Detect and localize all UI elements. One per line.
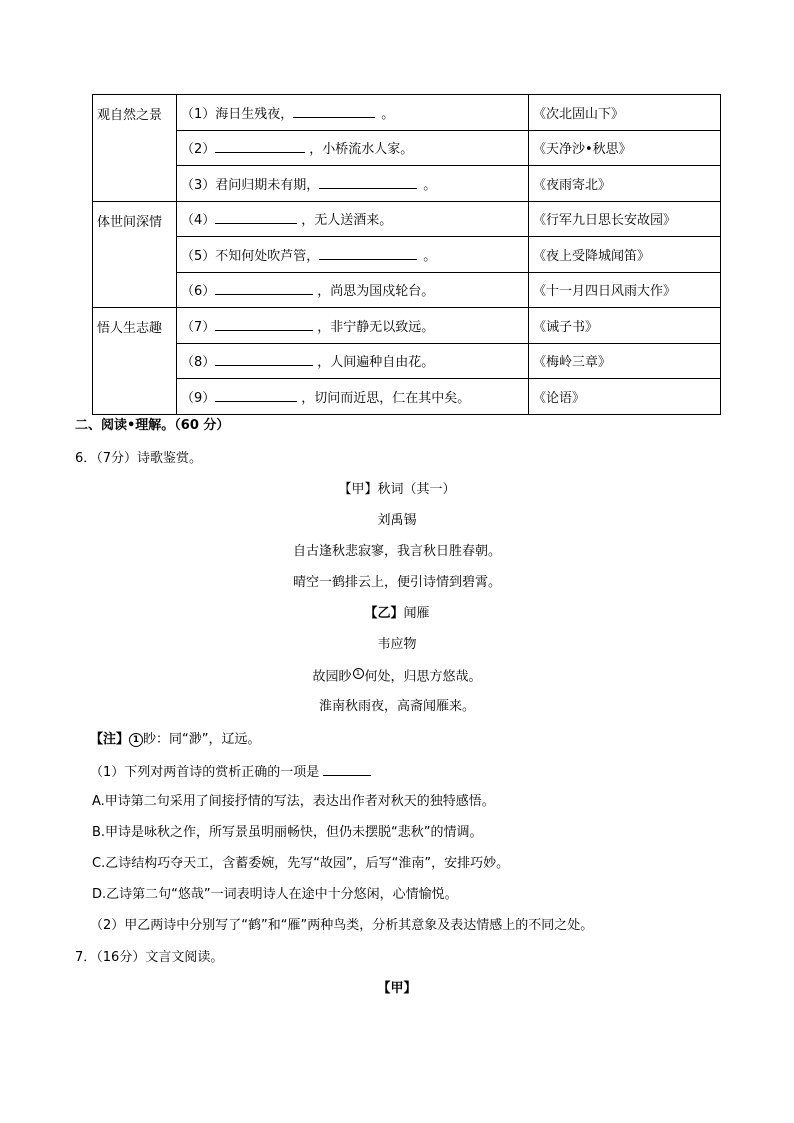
verse-cell [177,237,529,273]
verse-cell [177,379,529,415]
poem-title-jia: 【甲】秋词（其一） [338,482,456,497]
verse-cell [177,272,529,308]
table-row [93,237,721,273]
verse-cell [177,201,529,237]
table-row [93,201,721,237]
footnote-marker: 1 [353,668,364,679]
verse-suffix: ，非宁静无以致远。 [317,319,435,335]
poem-line-part: 何处，归思方悠哉。 [364,669,482,685]
verse-prefix: （9） [181,390,216,406]
poem-author-yi: 韦应物 [377,637,417,652]
verse-prefix: （6） [181,284,216,300]
verse-cell [177,343,529,379]
source-cell: 《天净沙•秋思》 [529,130,721,166]
question-7-header: 7．（16分）文言文阅读。 [75,950,224,965]
verse-suffix: ，小桥流水人家。 [309,142,414,158]
answer-blank[interactable] [215,211,297,224]
source-cell: 《行军九日思长安故园》 [529,201,721,237]
verse-suffix: ，切问而近思，仁在其中矣。 [301,390,471,406]
table-row [93,379,721,415]
answer-blank[interactable] [215,140,305,153]
poem-title-text: 闻雁 [403,606,430,621]
option-a: A.甲诗第二句采用了间接抒情的写法，表达出作者对秋天的独特感悟。 [92,794,495,809]
source-cell: 《论语》 [529,379,721,415]
section-title: 二、阅读•理解。（60 分） [75,418,230,433]
answer-blank[interactable] [323,763,371,776]
table-row [93,95,721,131]
category-cell: 观自然之景 [93,95,177,202]
category-cell: 体世间深情 [93,201,177,308]
footnote-marker: 1 [129,733,143,747]
answer-blank[interactable] [319,247,417,260]
answer-blank[interactable] [215,282,313,295]
verse-suffix: ，无人送酒来。 [301,213,393,229]
poem-line: 淮南秋雨夜，高斋闻雁来。 [318,699,475,714]
source-cell: 《诫子书》 [529,308,721,344]
table-row [93,308,721,344]
answer-blank[interactable] [319,176,417,189]
verse-cell [177,95,529,131]
poem-line: 自古逢秋悲寂寥，我言秋日胜春朝。 [292,544,501,559]
verse-suffix: 。 [381,106,395,122]
verse-suffix: 。 [423,248,437,264]
verse-suffix: 。 [423,177,437,193]
verse-cell [177,166,529,202]
poem-title-mark: 【乙】 [364,606,404,621]
verse-prefix: （5）不知何处吹芦管， [181,248,320,264]
subquestion-2: （2）甲乙两诗中分别写了“鹤”和“雁”两种鸟类，分析其意象及表达情感上的不同之处。 [90,918,594,933]
verse-prefix: （8） [181,355,216,371]
note-text: 眇：同“渺”，辽远。 [143,732,261,747]
answer-blank[interactable] [215,353,313,366]
option-c: C.乙诗结构巧夺天工，含蓄委婉，先写“故园”，后写“淮南”，安排巧妙。 [92,856,510,871]
verse-suffix: ，人间遍种自由花。 [317,355,435,371]
source-cell: 《十一月四日风雨大作》 [529,272,721,308]
category-cell: 悟人生志趣 [93,308,177,415]
poem-note [90,732,261,748]
source-cell: 《夜雨寄北》 [529,166,721,202]
source-cell: 《夜上受降城闻笛》 [529,237,721,273]
table-row [93,272,721,308]
poem-line: 晴空一鹤排云上，便引诗情到碧霄。 [292,575,501,590]
verse-prefix: （1）海日生残夜， [181,106,294,122]
verse-prefix: （4） [181,213,216,229]
source-cell: 《梅岭三章》 [529,343,721,379]
verse-prefix: （7） [181,319,216,335]
note-label: 【注】 [90,732,130,747]
option-b: B.甲诗是咏秋之作，所写景虽明丽畅快，但仍未摆脱“悲秋”的情调。 [92,825,483,840]
verse-prefix: （3）君问归期未有期， [181,177,320,193]
option-d: D.乙诗第二句“悠哉”一词表明诗人在途中十分悠闲，心情愉悦。 [92,887,458,902]
verse-cell [177,130,529,166]
passage-label: 【甲】 [377,981,417,996]
question-6-header: 6．（7分）诗歌鉴赏。 [75,451,203,466]
poem-line [0,668,794,685]
subquestion-text: （1）下列对两首诗的赏析正确的一项是 [90,765,320,780]
table-row [93,166,721,202]
poem-line-part: 故园眇 [312,669,352,685]
subquestion-1 [90,763,371,781]
table-row [93,343,721,379]
answer-blank[interactable] [215,389,297,402]
verse-suffix: ，尚思为国戍轮台。 [317,284,435,300]
answer-blank[interactable] [293,105,375,118]
poem-title-yi [0,606,794,622]
table-row [93,130,721,166]
verse-cell [177,308,529,344]
source-cell: 《次北固山下》 [529,95,721,131]
verse-prefix: （2） [181,142,216,158]
answer-blank[interactable] [215,318,313,331]
poetry-fill-table [92,94,721,415]
poem-author-jia: 刘禹锡 [377,513,417,528]
